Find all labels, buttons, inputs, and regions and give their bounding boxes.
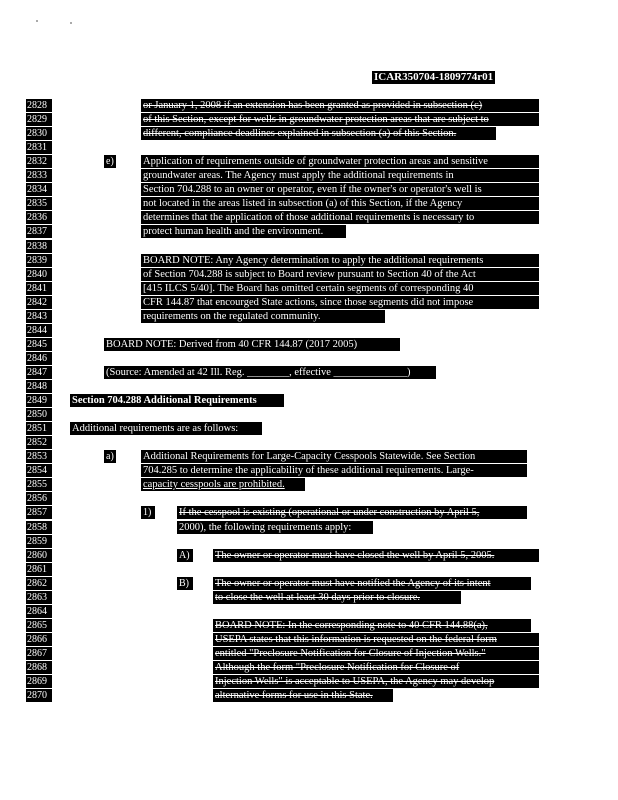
line-2851 [0, 422, 618, 435]
line-2841 [0, 282, 618, 295]
line-2837 [0, 225, 618, 238]
line-2870 [0, 689, 618, 702]
text-line: Additional Requirements for Large-Capacity Cesspools Statewide. See Section [141, 450, 527, 463]
line-number: 2843 [26, 310, 52, 323]
line-2865 [0, 619, 618, 632]
text-line: 704.285 to determine the applicability of these additional requirements. Large- [141, 464, 527, 477]
line-2829 [0, 113, 618, 126]
text-line: capacity cesspools are prohibited. [141, 478, 305, 491]
line-number: 2832 [26, 155, 52, 168]
subsection-marker: 1) [141, 506, 155, 519]
text-line: If the cesspool is existing (operational or under construction by April 5, [177, 506, 527, 519]
text-line: different, compliance deadlines explained in subsection (a) of this Section. [141, 127, 496, 140]
line-2869 [0, 675, 618, 688]
text-line: Although the form "Preclosure Notification for Closure of [213, 661, 539, 674]
line-2864 [0, 605, 618, 618]
line-number: 2845 [26, 338, 52, 351]
text-line: entitled "Preclosure Notification for Closure of Injection Wells." [213, 647, 539, 660]
text-line: Injection Wells" is acceptable to USEPA, the Agency may develop [213, 675, 539, 688]
line-number: 2830 [26, 127, 52, 140]
line-2852 [0, 436, 618, 449]
text-line: groundwater areas. The Agency must apply the additional requirements in [141, 169, 539, 182]
line-2853 [0, 450, 618, 463]
line-number: 2863 [26, 591, 52, 604]
line-number: 2836 [26, 211, 52, 224]
line-number: 2833 [26, 169, 52, 182]
text-line: (Source: Amended at 42 Ill. Reg. ________, effective ______________) [104, 366, 436, 379]
line-2858 [0, 521, 618, 534]
line-number: 2857 [26, 506, 52, 519]
text-line: to close the well at least 30 days prior to closure. [213, 591, 461, 604]
line-number: 2859 [26, 535, 52, 548]
line-number: 2835 [26, 197, 52, 210]
text-line: Section 704.288 to an owner or operator, even if the owner's or operator's well is [141, 183, 539, 196]
line-number: 2853 [26, 450, 52, 463]
line-2828 [0, 99, 618, 112]
line-2834 [0, 183, 618, 196]
line-number: 2847 [26, 366, 52, 379]
text-line: protect human health and the environment. [141, 225, 346, 238]
text-line: 2000), the following requirements apply: [177, 521, 373, 534]
line-2850 [0, 408, 618, 421]
line-number: 2850 [26, 408, 52, 421]
subsection-marker: e) [104, 155, 116, 168]
line-2840 [0, 268, 618, 281]
line-2863 [0, 591, 618, 604]
line-number: 2840 [26, 268, 52, 281]
text-line: of this Section, except for wells in groundwater protection areas that are subject to [141, 113, 539, 126]
line-2836 [0, 211, 618, 224]
text-line: or January 1, 2008 if an extension has been granted as provided in subsection (c) [141, 99, 539, 112]
line-number: 2834 [26, 183, 52, 196]
line-number: 2842 [26, 296, 52, 309]
line-number: 2865 [26, 619, 52, 632]
line-2861 [0, 563, 618, 576]
line-number: 2858 [26, 521, 52, 534]
line-2845 [0, 338, 618, 351]
text-line: The owner or operator must have notified the Agency of its intent [213, 577, 531, 590]
line-number: 2831 [26, 141, 52, 154]
line-number: 2854 [26, 464, 52, 477]
line-number: 2856 [26, 492, 52, 505]
subsection-marker: A) [177, 549, 193, 562]
line-number: 2855 [26, 478, 52, 491]
line-2844 [0, 324, 618, 337]
line-number: 2870 [26, 689, 52, 702]
line-2843 [0, 310, 618, 323]
document-header: ICAR350704-1809774r01 [374, 71, 494, 83]
line-2867 [0, 647, 618, 660]
line-number: 2841 [26, 282, 52, 295]
line-2847 [0, 366, 618, 379]
text-line: determines that the application of those additional requirements is necessary to [141, 211, 539, 224]
line-2855 [0, 478, 618, 491]
line-number: 2861 [26, 563, 52, 576]
text-line: USEPA states that this information is requested on the federal form [213, 633, 539, 646]
line-number: 2837 [26, 225, 52, 238]
text-line: [415 ILCS 5/40]. The Board has omitted certain segments of corresponding 40 [141, 282, 539, 295]
line-number: 2828 [26, 99, 52, 112]
text-line: Application of requirements outside of groundwater protection areas and sensitive [141, 155, 539, 168]
line-number: 2868 [26, 661, 52, 674]
section-heading: Section 704.288 Additional Requirements [70, 394, 284, 407]
line-2854 [0, 464, 618, 477]
line-2849 [0, 394, 618, 407]
subsection-marker: a) [104, 450, 116, 463]
line-number: 2860 [26, 549, 52, 562]
line-number: 2862 [26, 577, 52, 590]
line-number: 2848 [26, 380, 52, 393]
line-number: 2838 [26, 240, 52, 253]
subsection-marker: B) [177, 577, 193, 590]
line-2831 [0, 141, 618, 154]
line-2862 [0, 577, 618, 590]
line-number: 2846 [26, 352, 52, 365]
line-2830 [0, 127, 618, 140]
line-number: 2829 [26, 113, 52, 126]
text-line: CFR 144.87 that encourged State actions, since those segments did not impose [141, 296, 539, 309]
line-2832 [0, 155, 618, 168]
text-line: alternative forms for use in this State. [213, 689, 393, 702]
line-2846 [0, 352, 618, 365]
line-number: 2849 [26, 394, 52, 407]
text-line: BOARD NOTE: Derived from 40 CFR 144.87 (2017 2005) [104, 338, 400, 351]
text-line: of Section 704.288 is subject to Board review pursuant to Section 40 of the Act [141, 268, 539, 281]
line-2838 [0, 240, 618, 253]
line-2859 [0, 535, 618, 548]
line-2868 [0, 661, 618, 674]
text-line: requirements on the regulated community. [141, 310, 385, 323]
text-line: The owner or operator must have closed the well by April 5, 2005. [213, 549, 539, 562]
line-2842 [0, 296, 618, 309]
line-number: 2864 [26, 605, 52, 618]
line-number: 2867 [26, 647, 52, 660]
line-number: 2852 [26, 436, 52, 449]
text-line: BOARD NOTE: In the corresponding note to 40 CFR 144.88(a), [213, 619, 531, 632]
line-number: 2869 [26, 675, 52, 688]
line-number: 2844 [26, 324, 52, 337]
text-line: BOARD NOTE: Any Agency determination to apply the additional requirements [141, 254, 539, 267]
line-2856 [0, 492, 618, 505]
text-line: not located in the areas listed in subsection (a) of this Section, if the Agency [141, 197, 539, 210]
line-2835 [0, 197, 618, 210]
line-number: 2866 [26, 633, 52, 646]
line-2866 [0, 633, 618, 646]
line-2857 [0, 506, 618, 519]
line-2839 [0, 254, 618, 267]
line-2848 [0, 380, 618, 393]
line-number: 2839 [26, 254, 52, 267]
line-number: 2851 [26, 422, 52, 435]
line-2860 [0, 549, 618, 562]
scan-speck [36, 20, 76, 26]
text-line: Additional requirements are as follows: [70, 422, 262, 435]
line-2833 [0, 169, 618, 182]
